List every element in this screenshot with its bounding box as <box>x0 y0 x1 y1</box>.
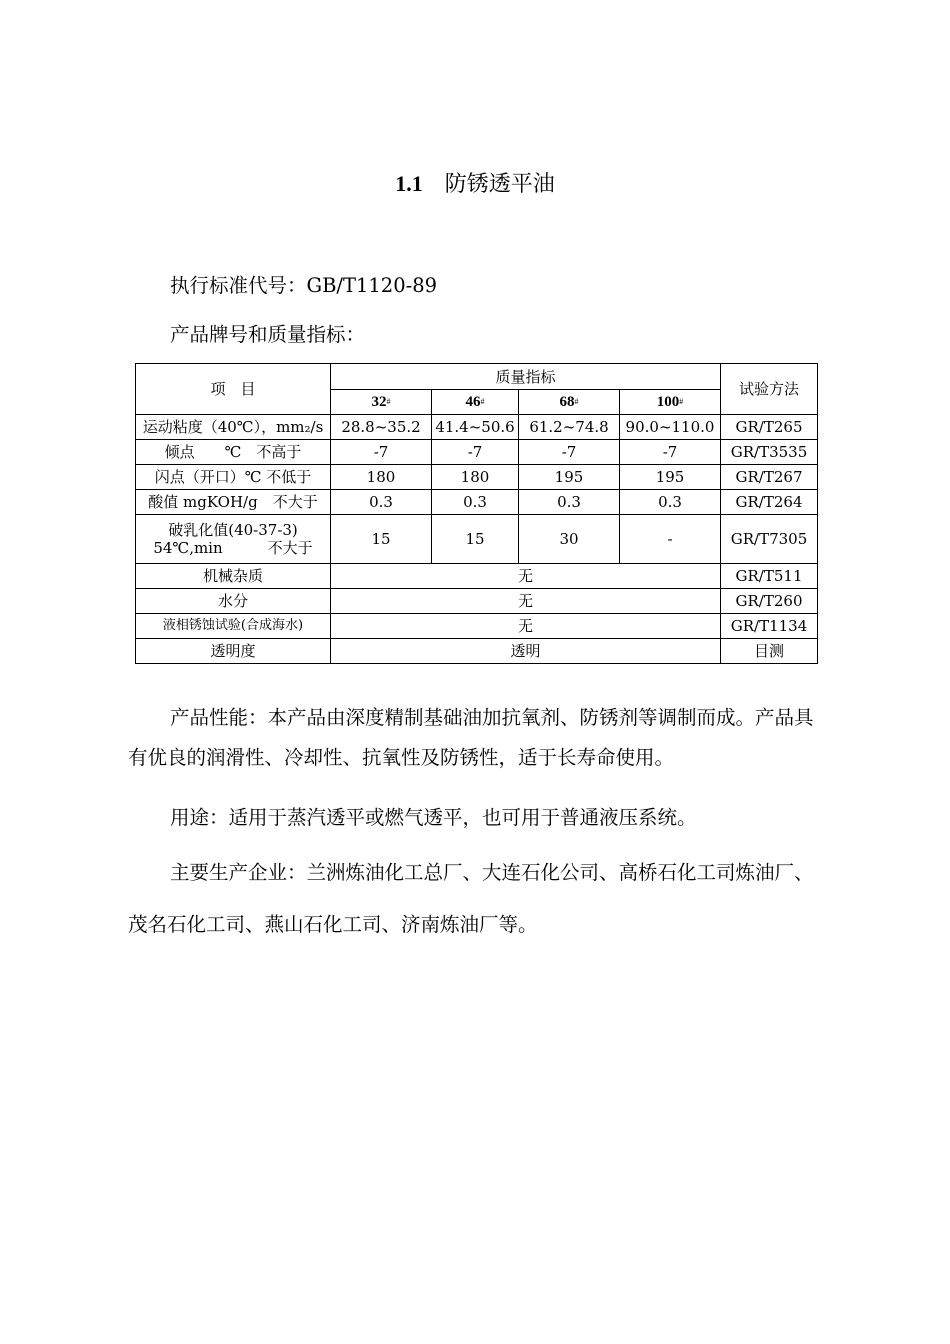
value-cell: 0.3 <box>519 490 620 515</box>
value-cell: 180 <box>331 465 432 490</box>
performance-paragraph: 产品性能：本产品由深度精制基础油加抗氧剂、防锈剂等调制而成。产品具有优良的润滑性、冷却性、抗氧性及防锈性，适于长寿命使用。 <box>128 706 814 769</box>
merged-value-cell: 无 <box>331 589 721 614</box>
grade-cell: 68# <box>519 390 620 415</box>
value-cell: 41.4~50.6 <box>432 415 519 440</box>
standard-line: 执行标准代号：GB/T1120-89 <box>170 274 438 297</box>
producers-paragraph: 主要生产企业：兰洲炼油化工总厂、大连石化公司、高桥石化工司炼油厂、茂名石化工司、燕山石化工司、济南炼油厂等。 <box>128 861 814 936</box>
usage-paragraph: 用途：适用于蒸汽透平或燃气透平，也可用于普通液压系统。 <box>170 806 697 829</box>
value-cell: 0.3 <box>620 490 721 515</box>
value-cell: -7 <box>620 440 721 465</box>
table-row <box>136 639 818 664</box>
method-cell: GR/T1134 <box>721 614 818 639</box>
method-cell: GR/T260 <box>721 589 818 614</box>
item-line: 破乳化值(40-37-3) <box>168 521 298 539</box>
value-cell: 0.3 <box>432 490 519 515</box>
section-title: 防锈透平油 <box>444 172 555 197</box>
method-cell: 目测 <box>721 639 818 664</box>
table-row <box>136 564 818 589</box>
method-cell: GR/T267 <box>721 465 818 490</box>
header-item: 项 目 <box>136 364 331 415</box>
value-cell: 15 <box>432 515 519 564</box>
value-cell: 90.0~110.0 <box>620 415 721 440</box>
method-cell: GR/T3535 <box>721 440 818 465</box>
item-cell <box>136 515 331 564</box>
item-cell: 运动粘度（40℃），mm₂/s <box>136 415 331 440</box>
item-cell: 透明度 <box>136 639 331 664</box>
value-cell: -7 <box>519 440 620 465</box>
grade-heading: 产品牌号和质量指标： <box>170 323 366 346</box>
table-row <box>136 515 818 564</box>
value-cell: 28.8~35.2 <box>331 415 432 440</box>
value-cell: 61.2~74.8 <box>519 415 620 440</box>
item-cell: 机械杂质 <box>136 564 331 589</box>
merged-value-cell: 透明 <box>331 639 721 664</box>
item-cell: 酸值 mgKOH/g 不大于 <box>136 490 331 515</box>
table-row <box>136 440 818 465</box>
item-cell: 水分 <box>136 589 331 614</box>
grade-cell: 32# <box>331 390 432 415</box>
method-cell: GR/T7305 <box>721 515 818 564</box>
quality-spec-table <box>135 363 818 664</box>
page-title <box>0 168 950 201</box>
value-cell: 30 <box>519 515 620 564</box>
value-cell: 180 <box>432 465 519 490</box>
value-cell: -7 <box>432 440 519 465</box>
table-row <box>136 415 818 440</box>
table-row <box>136 490 818 515</box>
table-row <box>136 589 818 614</box>
method-cell: GR/T511 <box>721 564 818 589</box>
table-header-row <box>136 364 818 390</box>
merged-value-cell: 无 <box>331 614 721 639</box>
merged-value-cell: 无 <box>331 564 721 589</box>
method-cell: GR/T264 <box>721 490 818 515</box>
item-cell: 液相锈蚀试验(合成海水) <box>136 614 331 639</box>
table-row <box>136 614 818 639</box>
item-cell: 倾点 ℃ 不高于 <box>136 440 331 465</box>
value-cell: -7 <box>331 440 432 465</box>
item-line: 54℃,min 不大于 <box>153 539 313 557</box>
value-cell: 15 <box>331 515 432 564</box>
grade-cell: 46# <box>432 390 519 415</box>
header-method: 试验方法 <box>721 364 818 415</box>
value-cell: 195 <box>620 465 721 490</box>
value-cell: - <box>620 515 721 564</box>
value-cell: 0.3 <box>331 490 432 515</box>
value-cell: 195 <box>519 465 620 490</box>
method-cell: GR/T265 <box>721 415 818 440</box>
item-cell: 闪点（开口）℃ 不低于 <box>136 465 331 490</box>
header-quality: 质量指标 <box>331 364 721 390</box>
table-row <box>136 465 818 490</box>
grade-cell: 100# <box>620 390 721 415</box>
section-number: 1.1 <box>395 171 423 196</box>
